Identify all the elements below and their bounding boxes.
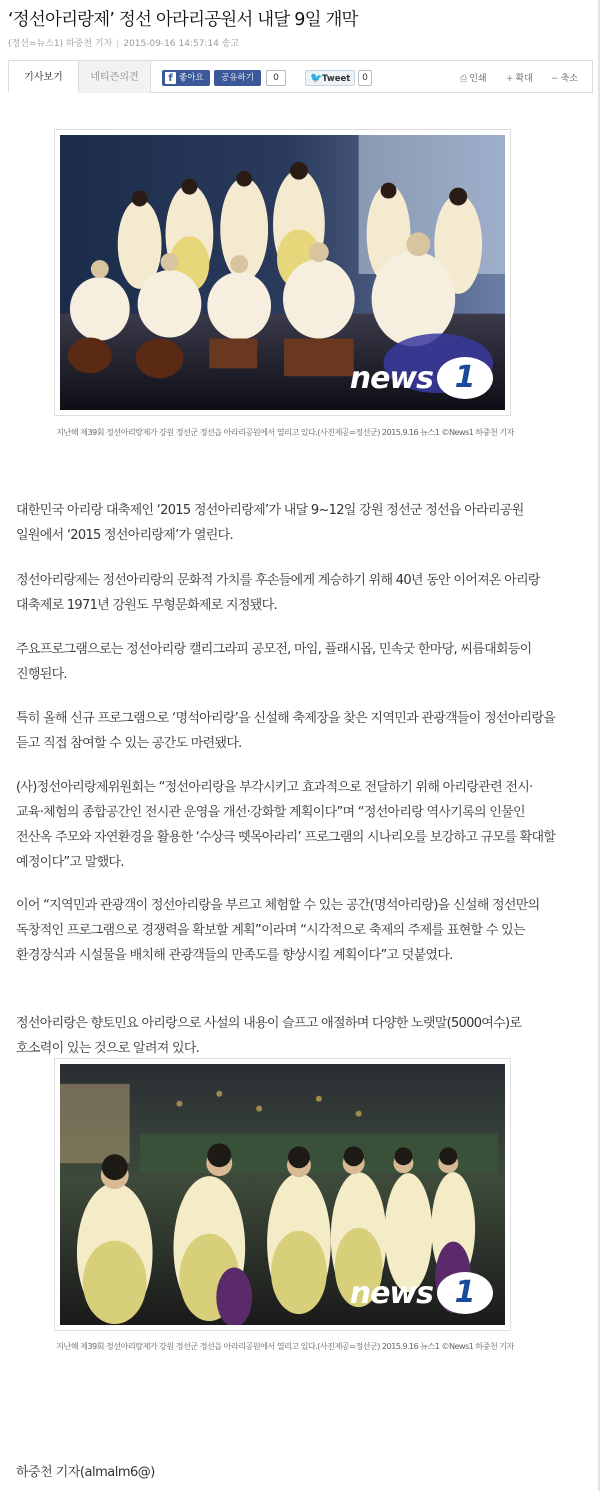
article-photo-2: [54, 1058, 511, 1331]
facebook-share-count: 0: [266, 70, 286, 86]
printer-icon: ⎙: [460, 74, 468, 84]
zoom-out-button[interactable]: [551, 71, 578, 84]
article-meta: [8, 36, 239, 49]
article-photo-1: [54, 129, 511, 416]
news1-watermark: [350, 1271, 493, 1315]
article-date: 2015-09-16 14:57:14 송고: [123, 39, 240, 49]
article-toolbar: [8, 60, 593, 93]
minus-icon: −: [551, 74, 559, 84]
tab-article[interactable]: 기사보기: [8, 60, 79, 93]
photo-performance-drummers: [60, 135, 505, 410]
photo-performance-singers: [60, 1064, 505, 1325]
photo-caption-1: 지난해 제39회 정선아리랑제가 강원 정선군 정선읍 아라리공원에서 열리고 있다.(사진제공=정선군) 2015.9.16 뉴스1 ©News1 하중천 기자: [56, 427, 514, 437]
tweet-label: Tweet: [322, 74, 351, 84]
zoom-out-label: 축소: [560, 74, 578, 84]
plus-icon: +: [506, 74, 514, 84]
watermark-number: 1: [437, 1272, 493, 1314]
body-paragraph-3: 주요프로그램으로는 정선아리랑 캘리그라피 공모전, 마임, 플래시몹, 민속굿 한마당, 씨름대회등이 진행된다.: [16, 642, 532, 682]
body-paragraph-7: 정선아리랑은 향토민요 아리랑으로 사설의 내용이 슬프고 애절하며 다양한 노랫말(5000여수)로 호소력이 있는 것으로 알려져 있다.: [16, 1016, 522, 1056]
body-paragraph-5: (사)정선아리랑제위원회는 “정선아리랑을 부각시키고 효과적으로 전달하기 위해 아리랑관련 전시·교육·체험의 종합공간인 전시관 운영을 개선·강화할 계획이다”며 “정선아리랑 역사기록의 인물인 전산옥 주모와 자연환경을 활용한 ‘수상극 뗏목아라리’ 프로그램의 시나리오를 보강하고 규모를 확대할 예정이다”고 말했다.: [16, 780, 556, 870]
body-paragraph-2: 정선아리랑제는 정선아리랑의 문화적 가치를 후손들에게 계승하기 위해 40년 동안 이어져온 아리랑 대축제로 1971년 강원도 무형문화제로 지정됐다.: [16, 573, 540, 613]
facebook-like-label: 좋아요: [179, 73, 204, 83]
twitter-bird-icon: 🐦: [310, 73, 323, 84]
body-paragraph-4: 특히 올해 신규 프로그램으로 ‘명석아리랑’을 신설해 축제장을 찾은 지역민과 관광객들이 정선아리랑을 듣고 직접 참여할 수 있는 공간도 마련됐다.: [16, 711, 556, 751]
article-title: ‘정선아리랑제’ 정선 아라리공원서 내달 9일 개막: [8, 10, 358, 30]
reporter-byline: 하중천 기자(almalm6@): [16, 1465, 155, 1480]
body-paragraph-6: 이어 “지역민과 관광객이 정선아리랑을 부르고 체험할 수 있는 공간(명석아리랑)을 신설해 정선만의 독창적인 프로그램으로 경쟁력을 확보할 계획”이라며 “시각적으로 축제의 주제를 표현할 수 있는 환경장식과 시설물을 배치해 관광객들의 만족도를 향상시킬 계획이다”고 덧붙였다.: [16, 898, 540, 963]
tweet-button[interactable]: [305, 70, 355, 86]
watermark-word: news: [349, 1275, 433, 1311]
zoom-in-button[interactable]: [506, 71, 533, 84]
news1-watermark: [350, 356, 493, 400]
print-button[interactable]: [460, 71, 487, 84]
tweet-count: 0: [358, 70, 372, 86]
meta-divider: |: [116, 39, 120, 49]
facebook-icon: f: [165, 72, 176, 84]
watermark-number: 1: [437, 357, 493, 399]
zoom-in-label: 확대: [515, 74, 533, 84]
photo-caption-2: 지난해 제39회 정선아리랑제가 강원 정선군 정선읍 아라리공원에서 열리고 있다.(사진제공=정선군) 2015.9.16 뉴스1 ©News1 하중천 기자: [56, 1341, 514, 1351]
article-source: (정선=뉴스1) 하중천 기자: [8, 39, 113, 49]
watermark-word: news: [349, 360, 433, 396]
facebook-share-button[interactable]: 공유하기: [214, 70, 261, 86]
print-label: 인쇄: [469, 74, 487, 84]
tab-comments[interactable]: 네티즌의견: [79, 60, 151, 93]
facebook-like-button[interactable]: [162, 70, 210, 86]
body-paragraph-1: 대한민국 아리랑 대축제인 ‘2015 정선아리랑제’가 내달 9~12일 강원 정선군 정선읍 아라리공원 일원에서 ‘2015 정선아리랑제’가 열린다.: [16, 503, 524, 543]
